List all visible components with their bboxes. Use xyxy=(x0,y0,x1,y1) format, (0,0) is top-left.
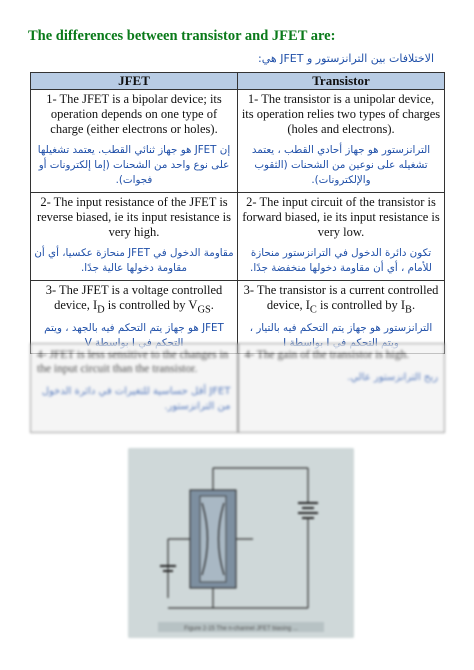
jfet-arabic-text: مقاومة الدخول في JFET منحازة عكسيا، أي أن مقاومة دخولها عالية جدًا. xyxy=(34,247,234,274)
transistor-arabic-text: الترانزستور هو جهاز يتم التحكم فيه بالتيار ، xyxy=(249,321,433,334)
circuit-diagram xyxy=(128,448,354,638)
jfet-english-text: 3- The JFET is a voltage controlled device, $I_D$ is controlled by $V_{GS}$. xyxy=(45,283,223,316)
comparison-table xyxy=(30,72,445,354)
header-jfet: JFET xyxy=(31,73,238,90)
blurred-transistor-english: 4- The gain of the transistor is high. xyxy=(244,349,410,361)
header-transistor: Transistor xyxy=(238,73,445,90)
transistor-arabic-text: الترانزستور هو جهاز أحادي القطب ، يعتمد تشغيله على نوعين من الشحنات (الثقوب والإلكترونات). xyxy=(251,144,431,186)
page-title: The differences between transistor and JFET are: xyxy=(28,28,336,44)
blurred-transistor-cell xyxy=(238,343,446,433)
blurred-jfet-cell xyxy=(30,343,238,433)
transistor-english-text: 3- The transistor is a current controlled device, $I_C$ is controlled by $I_B$. xyxy=(243,283,439,316)
table-row xyxy=(31,193,445,281)
blurred-transistor-arabic: ربح الترانزستور عالي. xyxy=(347,372,438,383)
jfet-arabic-text: JFET هو جهاز يتم التحكم فيه بالجهد ، ويتم xyxy=(44,321,224,334)
transistor-cell xyxy=(238,90,445,193)
blurred-table-row xyxy=(30,343,445,433)
arabic-intro: الاختلافات بين الترانزستور و JFET هي: xyxy=(258,52,434,65)
table-row xyxy=(31,90,445,193)
blurred-jfet-arabic: JFET أقل حساسية للتغيرات في دائرة الدخول من الترانزستور. xyxy=(41,386,231,412)
blurred-jfet-english: 4- JFET is less sensitive to the changes in the input circuit than the transistor. xyxy=(37,349,229,375)
figure-caption: Figure 2-15 The n-channel JFET biasing ... xyxy=(184,626,298,632)
jfet-english-text: 1- The JFET is a bipolar device; its operation depends on one type of charge (either electrons or holes). xyxy=(46,92,222,136)
table-header-row xyxy=(31,73,445,90)
transistor-cell xyxy=(238,193,445,281)
transistor-english-text: 2- The input circuit of the transistor is forward biased, ie its input resistance is very low. xyxy=(242,195,440,239)
jfet-cell xyxy=(31,193,238,281)
jfet-circuit-figure xyxy=(128,448,354,638)
jfet-english-text: 2- The input resistance of the JFET is reverse biased, ie its input resistance is very high. xyxy=(36,195,232,239)
jfet-cell xyxy=(31,90,238,193)
jfet-arabic-text: إن JFET هو جهاز ثنائي القطب. يعتمد تشغيلها على نوع واحد من الشحنات (إما إلكترونات أو فجوات). xyxy=(37,144,231,186)
transistor-arabic-text: تكون دائرة الدخول في الترانزستور منحازة للأمام ، أي أن مقاومة دخولها منخفضة جدًا. xyxy=(250,247,432,274)
transistor-english-text: 1- The transistor is a unipolar device, its operation relies two types of charges (holes and electrons). xyxy=(241,92,441,136)
